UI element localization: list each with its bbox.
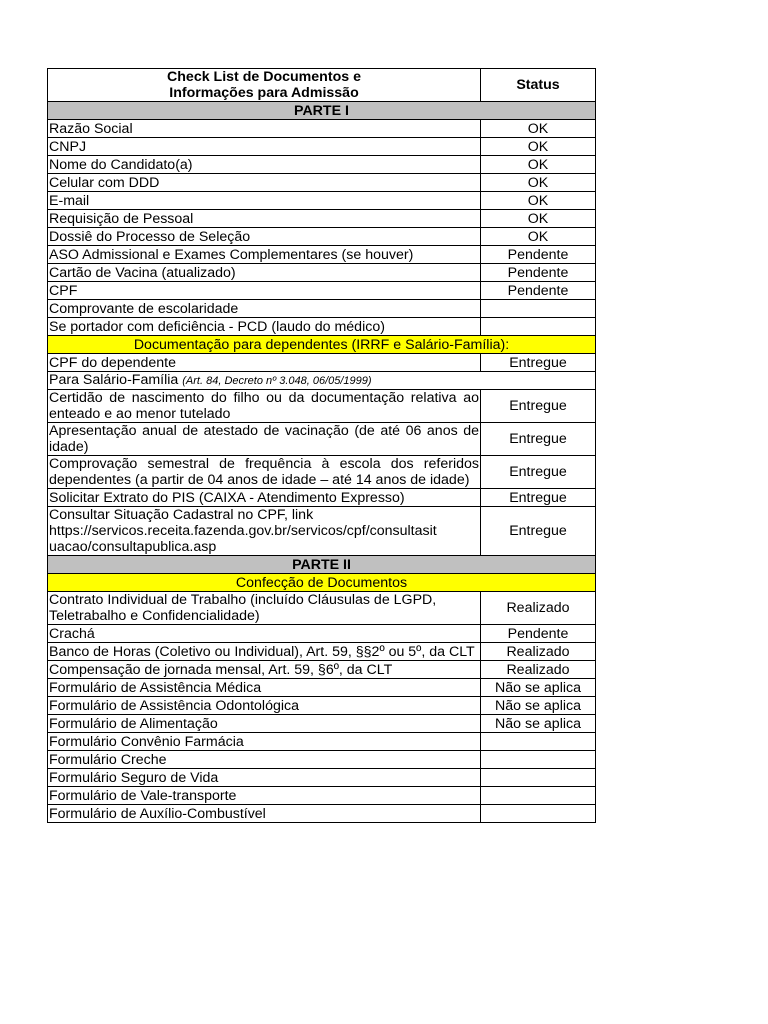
status-cell: Entregue xyxy=(481,456,596,489)
status-cell xyxy=(481,751,596,769)
table-row xyxy=(48,733,596,751)
item-label: Formulário de Assistência Médica xyxy=(48,679,481,697)
table-row xyxy=(48,228,596,246)
table-row xyxy=(48,489,596,507)
item-label: CNPJ xyxy=(48,138,481,156)
status-cell: Entregue xyxy=(481,489,596,507)
checklist-title xyxy=(48,69,481,102)
item-label: Comprovante de escolaridade xyxy=(48,300,481,318)
table-row xyxy=(48,138,596,156)
cpf-consulta-link-1: https://servicos.receita.fazenda.gov.br/servicos/cpf/consultasit xyxy=(49,523,437,539)
table-row xyxy=(48,354,596,372)
table-row xyxy=(48,390,596,423)
item-label: Formulário de Assistência Odontológica xyxy=(48,697,481,715)
status-cell xyxy=(481,787,596,805)
table-row xyxy=(48,264,596,282)
part-2-title: PARTE II xyxy=(48,556,596,574)
title-line-2: Informações para Admissão xyxy=(169,85,359,101)
status-cell: Pendente xyxy=(481,246,596,264)
cpf-consulta-link-2: uacao/consultapublica.asp xyxy=(49,539,217,555)
table-row xyxy=(48,805,596,823)
part-1-row xyxy=(48,102,596,120)
status-cell: Realizado xyxy=(481,661,596,679)
status-cell: OK xyxy=(481,210,596,228)
status-cell: Não se aplica xyxy=(481,679,596,697)
status-cell xyxy=(481,769,596,787)
status-cell: Realizado xyxy=(481,592,596,625)
item-label: Formulário de Auxílio-Combustível xyxy=(48,805,481,823)
table-row xyxy=(48,174,596,192)
item-label: Formulário Seguro de Vida xyxy=(48,769,481,787)
status-cell: OK xyxy=(481,138,596,156)
item-label: Cartão de Vacina (atualizado) xyxy=(48,264,481,282)
title-line-1: Check List de Documentos e xyxy=(167,69,361,85)
status-cell: OK xyxy=(481,192,596,210)
status-cell: OK xyxy=(481,228,596,246)
status-cell: Pendente xyxy=(481,625,596,643)
table-row xyxy=(48,192,596,210)
checklist-table xyxy=(47,68,596,823)
status-cell: Entregue xyxy=(481,423,596,456)
part-2-subheading-row xyxy=(48,574,596,592)
table-row xyxy=(48,592,596,625)
status-column-header: Status xyxy=(481,69,596,102)
cpf-consulta-cell xyxy=(48,507,481,556)
status-cell: Pendente xyxy=(481,282,596,300)
item-label: Compensação de jornada mensal, Art. 59, §6º, da CLT xyxy=(48,661,481,679)
item-label: CPF xyxy=(48,282,481,300)
salario-familia-row xyxy=(48,372,596,390)
item-label: ASO Admissional e Exames Complementares (se houver) xyxy=(48,246,481,264)
status-cell: OK xyxy=(481,174,596,192)
item-label: Nome do Candidato(a) xyxy=(48,156,481,174)
table-row xyxy=(48,246,596,264)
status-cell: Não se aplica xyxy=(481,697,596,715)
item-label: Celular com DDD xyxy=(48,174,481,192)
item-label: Contrato Individual de Trabalho (incluído Cláusulas de LGPD, Teletrabalho e Confidencialidade) xyxy=(48,592,481,625)
table-row xyxy=(48,751,596,769)
table-row xyxy=(48,787,596,805)
item-label: Requisição de Pessoal xyxy=(48,210,481,228)
salario-familia-note: (Art. 84, Decreto nº 3.048, 06/05/1999) xyxy=(182,375,372,387)
status-cell: Entregue xyxy=(481,390,596,423)
status-cell: OK xyxy=(481,120,596,138)
status-cell: OK xyxy=(481,156,596,174)
status-cell: Entregue xyxy=(481,354,596,372)
item-label: Razão Social xyxy=(48,120,481,138)
table-row xyxy=(48,282,596,300)
table-row xyxy=(48,318,596,336)
status-cell: Entregue xyxy=(481,507,596,556)
table-row xyxy=(48,625,596,643)
status-cell xyxy=(481,733,596,751)
item-label: Apresentação anual de atestado de vacinação (de até 06 anos de idade) xyxy=(49,423,479,455)
table-row xyxy=(48,456,596,489)
salario-familia-cell xyxy=(48,372,596,390)
status-cell xyxy=(481,300,596,318)
item-label: Formulário Convênio Farmácia xyxy=(48,733,481,751)
header-row xyxy=(48,69,596,102)
item-label: E-mail xyxy=(48,192,481,210)
status-cell xyxy=(481,318,596,336)
table-row xyxy=(48,661,596,679)
part-2-row xyxy=(48,556,596,574)
item-label: Certidão de nascimento do filho ou da documentação relativa ao enteado e ao menor tutelado xyxy=(49,390,479,422)
item-label: Formulário Creche xyxy=(48,751,481,769)
status-cell xyxy=(481,805,596,823)
table-row xyxy=(48,769,596,787)
status-cell: Não se aplica xyxy=(481,715,596,733)
table-row xyxy=(48,120,596,138)
table-row xyxy=(48,715,596,733)
item-label: Solicitar Extrato do PIS (CAIXA - Atendimento Expresso) xyxy=(48,489,481,507)
checklist-body xyxy=(48,69,596,823)
part-1-title: PARTE I xyxy=(48,102,596,120)
item-label: Dossiê do Processo de Seleção xyxy=(48,228,481,246)
item-label: Crachá xyxy=(48,625,481,643)
table-row xyxy=(48,300,596,318)
table-row xyxy=(48,423,596,456)
cpf-consulta-row xyxy=(48,507,596,556)
dependents-heading-row xyxy=(48,336,596,354)
table-row xyxy=(48,643,596,661)
status-cell: Realizado xyxy=(481,643,596,661)
dependents-heading: Documentação para dependentes (IRRF e Salário-Família): xyxy=(48,336,596,354)
salario-familia-label: Para Salário-Família xyxy=(49,372,179,388)
item-label: Banco de Horas (Coletivo ou Individual), Art. 59, §§2º ou 5º, da CLT xyxy=(48,643,481,661)
item-label: Formulário de Vale-transporte xyxy=(48,787,481,805)
item-label: Se portador com deficiência - PCD (laudo do médico) xyxy=(48,318,481,336)
table-row xyxy=(48,679,596,697)
table-row xyxy=(48,156,596,174)
status-cell: Pendente xyxy=(481,264,596,282)
table-row xyxy=(48,210,596,228)
item-label: Formulário de Alimentação xyxy=(48,715,481,733)
cpf-consulta-line-1: Consultar Situação Cadastral no CPF, link xyxy=(49,507,314,523)
item-label: Comprovação semestral de frequência à escola dos referidos dependentes (a partir de 04 anos de idade – até 14 anos de idade) xyxy=(49,456,479,488)
part-2-subheading: Confecção de Documentos xyxy=(48,574,596,592)
item-label: CPF do dependente xyxy=(48,354,481,372)
table-row xyxy=(48,697,596,715)
